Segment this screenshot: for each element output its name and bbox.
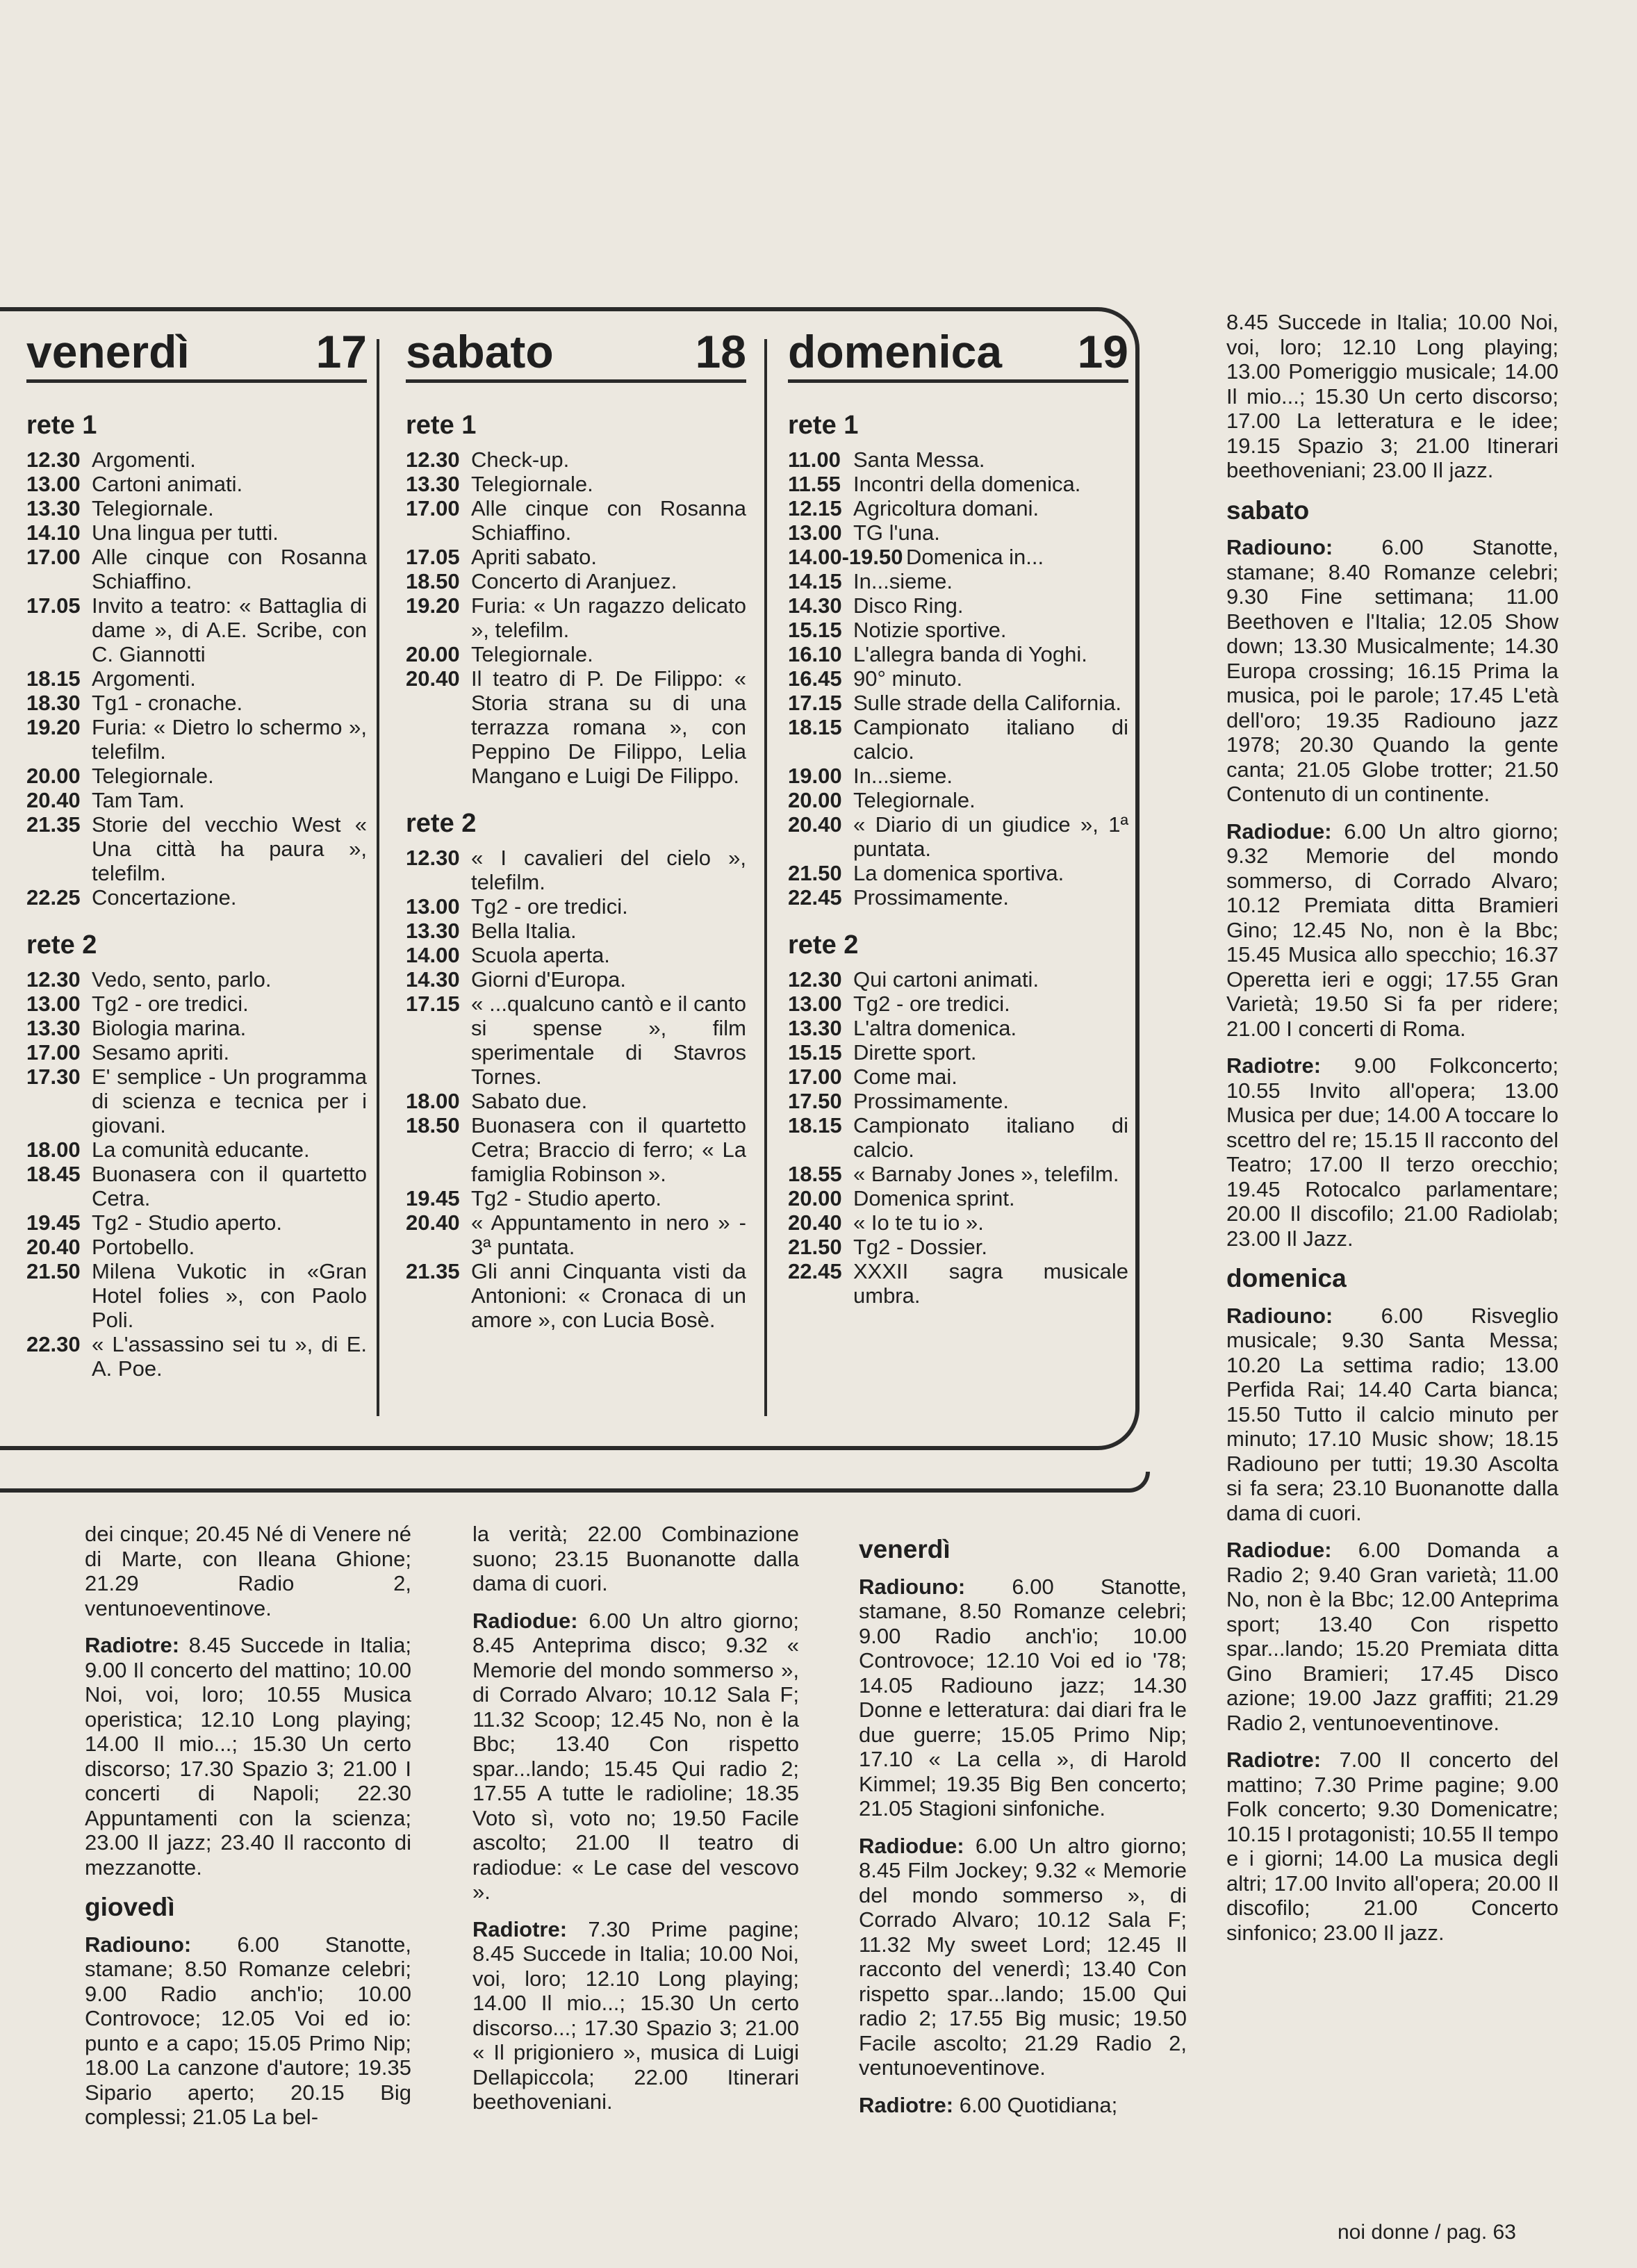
program-title: XXXII sagra musicale umbra. [853, 1259, 1128, 1308]
program-time: 19.00 [788, 764, 842, 788]
program-row [406, 666, 746, 788]
program-title: Telegiornale. [92, 764, 214, 788]
program-row [788, 520, 1128, 545]
program-time: 18.50 [406, 569, 460, 593]
station-label: Radiodue: [472, 1608, 578, 1633]
program-time: 17.15 [406, 992, 460, 1016]
program-row [788, 788, 1128, 812]
program-row [26, 691, 367, 715]
program-title: « L'assassino sei tu », di E. A. Poe. [92, 1332, 367, 1381]
day-header [26, 327, 367, 383]
program-title: TG l'una. [853, 520, 940, 545]
program-time: 19.45 [26, 1210, 81, 1235]
program-row [788, 642, 1128, 666]
program-time: 12.30 [26, 967, 81, 992]
station-label: Radiouno: [1226, 535, 1333, 559]
radio-entry [472, 1917, 799, 2114]
rete-label: rete 1 [26, 411, 97, 440]
program-row [26, 1016, 367, 1040]
radio-entry [1226, 1053, 1558, 1251]
program-row [788, 764, 1128, 788]
program-row [788, 861, 1128, 885]
program-row [406, 593, 746, 642]
program-row [788, 1040, 1128, 1065]
program-title: Tg2 - Studio aperto. [92, 1210, 282, 1235]
program-time: 13.00 [26, 992, 81, 1016]
program-row [26, 764, 367, 788]
program-title: Qui cartoni animati. [853, 967, 1039, 992]
program-title: Telegiornale. [471, 642, 593, 666]
radio-text: 7.30 Prime pagine; 8.45 Succede in Italia; 10.00 Noi, voi, loro; 12.10 Long playing; 14.00 Il mio...; 15.30 Un certo discorso...; 17.30 Spazio 3; 21.00 « Il prigioniero », musica di Luigi Dellapiccola; 22.00 Itinerari beethoveniani. [472, 1916, 799, 2114]
program-title: Storie del vecchio West « Una città ha paura », telefilm. [92, 812, 367, 885]
program-row [406, 1186, 746, 1210]
program-row [788, 691, 1128, 715]
program-title: Notizie sportive. [853, 618, 1007, 642]
program-row [788, 1016, 1128, 1040]
program-time: 16.45 [788, 666, 842, 691]
program-row [26, 992, 367, 1016]
frame-shadow-line [0, 1472, 1150, 1493]
program-row [26, 1162, 367, 1210]
program-row [788, 472, 1128, 496]
tv-day-venerdi [26, 327, 367, 1381]
radio-text: 7.00 Il concerto del mattino; 7.30 Prime pagine; 9.00 Folk concerto; 9.30 Domenicatre; 10.15 I protagonisti; 10.55 Il tempo e i giorni; 14.00 La musica degli altri; 17.00 Invito all'opera; 20.00 Il discofilo; 21.00 Concerto sinfonico; 23.00 Il jazz. [1226, 1748, 1558, 1945]
program-title: L'altra domenica. [853, 1016, 1017, 1040]
program-time: 17.00 [26, 1040, 81, 1065]
rete-label: rete 1 [788, 411, 859, 440]
program-title: Cartoni animati. [92, 472, 243, 496]
tv-day-domenica [788, 327, 1128, 1308]
program-title: Tg2 - Studio aperto. [471, 1186, 661, 1210]
radio-column-3 [859, 1522, 1187, 2130]
program-time: 18.00 [26, 1137, 81, 1162]
page-footer: noi donne / pag. 63 [1338, 2221, 1516, 2244]
program-title: Telegiornale. [92, 496, 214, 520]
program-title: Dirette sport. [853, 1040, 977, 1065]
program-row [406, 472, 746, 496]
program-title: E' semplice - Un programma di scienza e tecnica per i giovani. [92, 1065, 367, 1137]
program-title: Sabato due. [471, 1089, 588, 1113]
program-time: 12.30 [406, 447, 460, 472]
station-label: Radiotre: [472, 1916, 568, 1941]
program-time: 21.35 [26, 812, 81, 837]
radio-day-heading: venerdì [859, 1535, 951, 1563]
program-row [788, 1186, 1128, 1210]
program-time: 17.00 [26, 545, 81, 569]
program-row [406, 967, 746, 992]
program-time: 15.15 [788, 1040, 842, 1065]
radio-text: 6.00 Un altro giorno; 9.32 Memorie del mondo sommerso, di Corrado Alvaro; 10.12 Premiata ditta Bramieri Gino; 12.45 No, non è la Bbc; 15.45 Musica allo specchio; 16.37 Operetta ieri e oggi; 17.55 Gran Varietà; 19.50 Si fa per ridere; 21.00 I concerti di Roma. [1226, 819, 1558, 1041]
program-time: 21.35 [406, 1259, 460, 1283]
program-title: Agricoltura domani. [853, 496, 1039, 520]
day-number: 18 [695, 326, 746, 377]
program-time: 14.15 [788, 569, 842, 593]
program-title: Sulle strade della California. [853, 691, 1121, 715]
rete-label: rete 2 [26, 930, 97, 960]
program-title: Incontri della domenica. [853, 472, 1081, 496]
program-title: Disco Ring. [853, 593, 964, 618]
program-time: 19.45 [406, 1186, 460, 1210]
program-row [406, 943, 746, 967]
day-header [788, 327, 1128, 383]
program-time: 17.05 [406, 545, 460, 569]
program-time: 14.30 [788, 593, 842, 618]
program-time: 15.15 [788, 618, 842, 642]
program-row [26, 812, 367, 885]
program-row [406, 1210, 746, 1259]
program-row [406, 642, 746, 666]
radio-entry [859, 2093, 1187, 2118]
program-title: Prossimamente. [853, 885, 1009, 910]
program-title: Domenica in... [906, 545, 1044, 569]
program-title: Furia: « Dietro lo schermo », telefilm. [92, 715, 367, 764]
program-time: 20.40 [788, 812, 842, 837]
program-row [26, 885, 367, 910]
program-title: Prossimamente. [853, 1089, 1009, 1113]
program-time: 13.00 [788, 520, 842, 545]
station-label: Radiotre: [85, 1633, 180, 1657]
radio-text: 8.45 Succede in Italia; 10.00 Noi, voi, loro; 12.10 Long playing; 13.00 Pomeriggio musicale; 14.00 Il mio...; 15.30 Un certo discorso; 17.00 La letteratura e le idee; 19.15 Spazio 3; 21.00 Itinerari beethoveniani; 23.00 Il jazz. [1226, 310, 1558, 482]
program-title: Furia: « Un ragazzo delicato », telefilm. [471, 593, 746, 642]
program-row [788, 569, 1128, 593]
program-title: Telegiornale. [471, 472, 593, 496]
program-time: 20.00 [788, 1186, 842, 1210]
program-row [788, 666, 1128, 691]
program-time: 18.00 [406, 1089, 460, 1113]
program-time: 18.15 [788, 715, 842, 739]
program-title: Tg2 - Dossier. [853, 1235, 987, 1259]
program-time: 13.30 [788, 1016, 842, 1040]
program-row [26, 967, 367, 992]
station-label: Radiotre: [1226, 1748, 1322, 1772]
program-title: Scuola aperta. [471, 943, 610, 967]
radio-day-heading: domenica [1226, 1264, 1347, 1292]
program-title: Alle cinque con Rosanna Schiaffino. [471, 496, 746, 545]
radio-day-heading: giovedì [85, 1893, 175, 1921]
program-title: Buonasera con il quartetto Cetra; Braccio di ferro; « La famiglia Robinson ». [471, 1113, 746, 1186]
program-time: 14.10 [26, 520, 81, 545]
program-time: 22.30 [26, 1332, 81, 1356]
program-time: 21.50 [788, 1235, 842, 1259]
program-row [26, 1040, 367, 1065]
day-name: sabato [406, 326, 554, 377]
program-title: In...sieme. [853, 569, 953, 593]
program-row [26, 1137, 367, 1162]
radio-entry [85, 1932, 411, 2130]
program-title: « ...qualcuno cantò e il canto si spense », film sperimentale di Stavros Tornes. [471, 992, 746, 1089]
program-row [788, 593, 1128, 618]
radio-entry [1226, 1538, 1558, 1735]
radio-entry [859, 1575, 1187, 1821]
rete-label: rete 1 [406, 411, 477, 440]
program-time: 20.40 [406, 666, 460, 691]
radio-entry [85, 1633, 411, 1880]
program-time: 12.15 [788, 496, 842, 520]
station-label: Radiouno: [85, 1932, 192, 1957]
program-title: Tg2 - ore tredici. [853, 992, 1010, 1016]
program-row [26, 1332, 367, 1381]
program-row [788, 1162, 1128, 1186]
program-title: Tg2 - ore tredici. [92, 992, 249, 1016]
program-row [406, 1259, 746, 1332]
program-time: 17.00 [788, 1065, 842, 1089]
program-title: In...sieme. [853, 764, 953, 788]
program-title: Biologia marina. [92, 1016, 247, 1040]
day-number: 17 [315, 326, 367, 377]
tv-day-sabato [406, 327, 746, 1332]
program-row [788, 885, 1128, 910]
program-time: 11.55 [788, 472, 841, 496]
program-title: Bella Italia. [471, 919, 577, 943]
program-title: Vedo, sento, parlo. [92, 967, 272, 992]
station-label: Radiouno: [1226, 1303, 1333, 1328]
program-time: 18.50 [406, 1113, 460, 1137]
program-time: 13.30 [26, 496, 81, 520]
program-list [788, 967, 1128, 1308]
program-time: 18.30 [26, 691, 81, 715]
program-row [788, 618, 1128, 642]
program-row [788, 447, 1128, 472]
radio-column-1 [85, 1522, 411, 2142]
program-time: 18.55 [788, 1162, 842, 1186]
radio-column-2 [472, 1522, 799, 2127]
program-list [788, 447, 1128, 910]
program-title: Il teatro di P. De Filippo: « Storia strana su di una terrazza romana », con Peppino De Filippo, Lelia Mangano e Luigi De Filippo. [471, 666, 746, 788]
program-row [788, 1210, 1128, 1235]
radio-entry [1226, 1304, 1558, 1526]
program-title: L'allegra banda di Yoghi. [853, 642, 1087, 666]
program-time: 13.00 [406, 894, 460, 919]
rete-label: rete 2 [406, 809, 477, 838]
station-label: Radiotre: [1226, 1053, 1322, 1078]
program-row [788, 812, 1128, 861]
day-number: 19 [1077, 326, 1128, 377]
program-row [788, 496, 1128, 520]
program-title: Campionato italiano di calcio. [853, 715, 1128, 764]
program-row [26, 472, 367, 496]
program-time: 21.50 [788, 861, 842, 885]
program-time: 20.40 [26, 788, 81, 812]
program-row [788, 1235, 1128, 1259]
program-time: 12.30 [26, 447, 81, 472]
radio-text: dei cinque; 20.45 Né di Venere né di Marte, con Ileana Ghione; 21.29 Radio 2, ventunoeventinove. [85, 1522, 411, 1620]
program-time: 20.00 [406, 642, 460, 666]
radio-entry [1226, 819, 1558, 1042]
program-title: Concerto di Aranjuez. [471, 569, 677, 593]
program-row [788, 715, 1128, 764]
program-title: Giorni d'Europa. [471, 967, 627, 992]
program-time: 13.30 [406, 472, 460, 496]
program-row [26, 545, 367, 593]
program-title: Concertazione. [92, 885, 237, 910]
program-row [406, 1113, 746, 1186]
program-list [406, 447, 746, 788]
program-time: 13.30 [26, 1016, 81, 1040]
program-title: Come mai. [853, 1065, 957, 1089]
program-title: Campionato italiano di calcio. [853, 1113, 1128, 1162]
program-time: 20.40 [788, 1210, 842, 1235]
program-row [788, 1259, 1128, 1308]
program-time: 22.45 [788, 885, 842, 910]
radio-text: 8.45 Succede in Italia; 9.00 Il concerto del mattino; 10.00 Noi, voi, loro; 10.55 Musica operistica; 12.10 Long playing; 14.00 Il mio...; 15.30 Un certo discorso; 17.30 Spazio 3; 21.00 I concerti di Napoli; 22.30 Appuntamenti con la scienza; 23.00 Il jazz; 23.40 Il racconto di mezzanotte. [85, 1633, 411, 1880]
day-name: domenica [788, 326, 1003, 377]
program-title: Apriti sabato. [471, 545, 597, 569]
program-title: Domenica sprint. [853, 1186, 1015, 1210]
program-row [406, 545, 746, 569]
program-title: « Io te tu io ». [853, 1210, 984, 1235]
program-time: 12.30 [788, 967, 842, 992]
program-row [406, 894, 746, 919]
program-time: 20.00 [788, 788, 842, 812]
program-title: Una lingua per tutti. [92, 520, 279, 545]
program-row [26, 520, 367, 545]
program-row [788, 545, 1128, 569]
program-row [26, 496, 367, 520]
program-title: Invito a teatro: « Battaglia di dame », di A.E. Scribe, con C. Giannotti [92, 593, 367, 666]
program-title: Tam Tam. [92, 788, 185, 812]
program-time: 20.40 [26, 1235, 81, 1259]
program-title: « Diario di un giudice », 1ª puntata. [853, 812, 1128, 861]
program-title: Santa Messa. [853, 447, 985, 472]
program-time: 17.05 [26, 593, 81, 618]
program-title: « Appuntamento in nero » - 3ª puntata. [471, 1210, 746, 1259]
program-title: Tg2 - ore tredici. [471, 894, 628, 919]
column-divider [377, 339, 379, 1416]
program-time: 16.10 [788, 642, 842, 666]
program-row [406, 569, 746, 593]
day-header [406, 327, 746, 383]
radio-entry [1226, 535, 1558, 807]
program-title: « Barnaby Jones », telefilm. [853, 1162, 1119, 1186]
program-time: 13.00 [788, 992, 842, 1016]
program-row [788, 1089, 1128, 1113]
program-time: 22.25 [26, 885, 81, 910]
program-row [26, 1065, 367, 1137]
program-time: 20.00 [26, 764, 81, 788]
column-divider [764, 339, 767, 1416]
program-title: La domenica sportiva. [853, 861, 1064, 885]
radio-column-right [1226, 310, 1558, 1957]
day-name: venerdì [26, 326, 190, 377]
program-time: 17.30 [26, 1065, 81, 1089]
program-title: Argomenti. [92, 666, 196, 691]
program-time: 20.40 [406, 1210, 460, 1235]
program-row [788, 1113, 1128, 1162]
program-list [26, 447, 367, 910]
program-row [406, 496, 746, 545]
program-list [406, 846, 746, 1332]
program-time: 13.00 [26, 472, 81, 496]
program-title: Gli anni Cinquanta visti da Antonioni: « Cronaca di un amore », con Lucia Bosè. [471, 1259, 746, 1332]
radio-text: 6.00 Un altro giorno; 8.45 Anteprima disco; 9.32 « Memorie del mondo sommerso », di Corrado Alvaro; 10.12 Sala F; 11.32 Scoop; 12.45 No, non è la Bbc; 13.40 Con rispetto spar...lando; 15.45 Qui radio 2; 17.55 A tutte le radioline; 18.35 Voto sì, voto no; 19.50 Facile ascolto; 21.00 Il teatro di radiodue: « Le case del vescovo ». [472, 1608, 799, 1904]
radio-day-heading: sabato [1226, 495, 1310, 525]
radio-entry [1226, 1748, 1558, 1945]
program-row [406, 447, 746, 472]
program-title: La comunità educante. [92, 1137, 310, 1162]
program-title: « I cavalieri del cielo », telefilm. [471, 846, 746, 894]
radio-text: 9.00 Folkconcerto; 10.55 Invito all'opera; 13.00 Musica per due; 14.00 A toccare lo scettro del re; 15.15 Il racconto del Teatro; 17.00 Il terzo orecchio; 19.45 Rotocalco parlamentare; 20.00 Il discofilo; 21.00 Radiolab; 23.00 Il Jazz. [1226, 1053, 1558, 1251]
program-row [788, 967, 1128, 992]
program-time: 14.00 [406, 943, 460, 967]
program-title: Check-up. [471, 447, 570, 472]
program-title: Milena Vukotic in «Gran Hotel folies », con Paolo Poli. [92, 1259, 367, 1332]
program-time: 17.15 [788, 691, 842, 715]
program-time: 21.50 [26, 1259, 81, 1283]
radio-text: 6.00 Risveglio musicale; 9.30 Santa Messa; 10.20 La settima radio; 13.00 Perfida Rai; 14.40 Carta bianca; 15.50 Tutto il calcio minuto per minuto; 17.10 Music show; 18.15 Radiouno per tutti; 19.30 Ascolta si fa sera; 23.10 Buonanotte dalla dama di cuori. [1226, 1303, 1558, 1525]
program-row [788, 1065, 1128, 1089]
program-time: 13.30 [406, 919, 460, 943]
program-row [26, 1259, 367, 1332]
program-list [26, 967, 367, 1381]
program-title: Telegiornale. [853, 788, 976, 812]
program-time: 17.50 [788, 1089, 842, 1113]
program-row [26, 788, 367, 812]
station-label: Radiodue: [1226, 1538, 1332, 1562]
program-row [26, 666, 367, 691]
program-row [26, 1210, 367, 1235]
radio-entry [859, 1834, 1187, 2080]
program-time: 18.45 [26, 1162, 81, 1186]
station-label: Radiodue: [859, 1833, 964, 1858]
program-time: 17.00 [406, 496, 460, 520]
program-title: 90° minuto. [853, 666, 963, 691]
radio-text: 6.00 Un altro giorno; 8.45 Film Jockey; 9.32 « Memorie del mondo sommerso », di Corrado Alvaro; 10.12 Sala F; 11.32 My sweet Lord; 12.45 Il racconto del venerdì; 13.40 Con rispetto spar...lando; 15.00 Qui radio 2; 17.55 Big music; 19.50 Facile ascolto; 21.29 Radio 2, ventunoeventinove. [859, 1833, 1187, 2080]
program-time: 22.45 [788, 1259, 842, 1283]
program-time: 14.00-19.50 [788, 545, 903, 569]
program-title: Sesamo apriti. [92, 1040, 230, 1065]
station-label: Radiouno: [859, 1574, 966, 1599]
program-title: Portobello. [92, 1235, 195, 1259]
program-time: 11.00 [788, 447, 841, 472]
program-row [788, 992, 1128, 1016]
program-row [26, 1235, 367, 1259]
program-title: Tg1 - cronache. [92, 691, 243, 715]
radio-text: la verità; 22.00 Combinazione suono; 23.15 Buonanotte dalla dama di cuori. [472, 1522, 799, 1595]
radio-text: 6.00 Stanotte, stamane; 8.50 Romanze celebri; 9.00 Radio anch'io; 10.00 Controvoce; 12.05 Voi ed io: punto e a capo; 15.05 Primo Nip; 18.00 La canzone d'autore; 19.35 Sipario aperto; 20.15 Big complessi; 21.05 La bel- [85, 1932, 411, 2129]
program-time: 18.15 [788, 1113, 842, 1137]
program-row [26, 715, 367, 764]
program-row [406, 1089, 746, 1113]
radio-entry [472, 1609, 799, 1905]
program-row [406, 992, 746, 1089]
radio-text: 6.00 Stanotte, stamane; 8.40 Romanze celebri; 9.30 Fine settimana; 11.00 Beethoven e l'Italia; 12.05 Show down; 13.30 Musicalmente; 14.30 Europa crossing; 16.15 Prima la musica, poi le parole; 17.45 L'età dell'oro; 19.35 Radiouno jazz 1978; 20.30 Quando la gente canta; 21.05 Globe trotter; 21.50 Contenuto di un continente. [1226, 535, 1558, 806]
program-title: Argomenti. [92, 447, 196, 472]
program-row [406, 846, 746, 894]
station-label: Radiodue: [1226, 819, 1332, 844]
radio-text: 6.00 Quotidiana; [959, 2092, 1118, 2117]
program-time: 19.20 [26, 715, 81, 739]
program-time: 19.20 [406, 593, 460, 618]
program-time: 18.15 [26, 666, 81, 691]
program-title: Buonasera con il quartetto Cetra. [92, 1162, 367, 1210]
program-time: 14.30 [406, 967, 460, 992]
program-row [406, 919, 746, 943]
radio-text: 6.00 Domanda a Radio 2; 9.40 Gran varietà; 11.00 No, non è la Bbc; 12.00 Anteprima sport; 13.40 Con rispetto spar...lando; 15.20 Premiata ditta Gino Bramieri; 17.45 Disco azione; 19.00 Jazz graffiti; 21.29 Radio 2, ventunoeventinove. [1226, 1538, 1558, 1735]
program-row [26, 447, 367, 472]
program-title: Alle cinque con Rosanna Schiaffino. [92, 545, 367, 593]
station-label: Radiotre: [859, 2092, 954, 2117]
rete-label: rete 2 [788, 930, 859, 960]
program-row [26, 593, 367, 666]
radio-text: 6.00 Stanotte, stamane, 8.50 Romanze celebri; 9.00 Radio anch'io; 10.00 Controvoce; 12.10 Voi ed io '78; 14.05 Radiouno jazz; 14.30 Donne e letteratura: dai diari fra le due guerre; 15.05 Primo Nip; 17.10 « La cella », di Harold Kimmel; 19.35 Big Ben concerto; 21.05 Stagioni sinfoniche. [859, 1574, 1187, 1821]
program-time: 12.30 [406, 846, 460, 870]
